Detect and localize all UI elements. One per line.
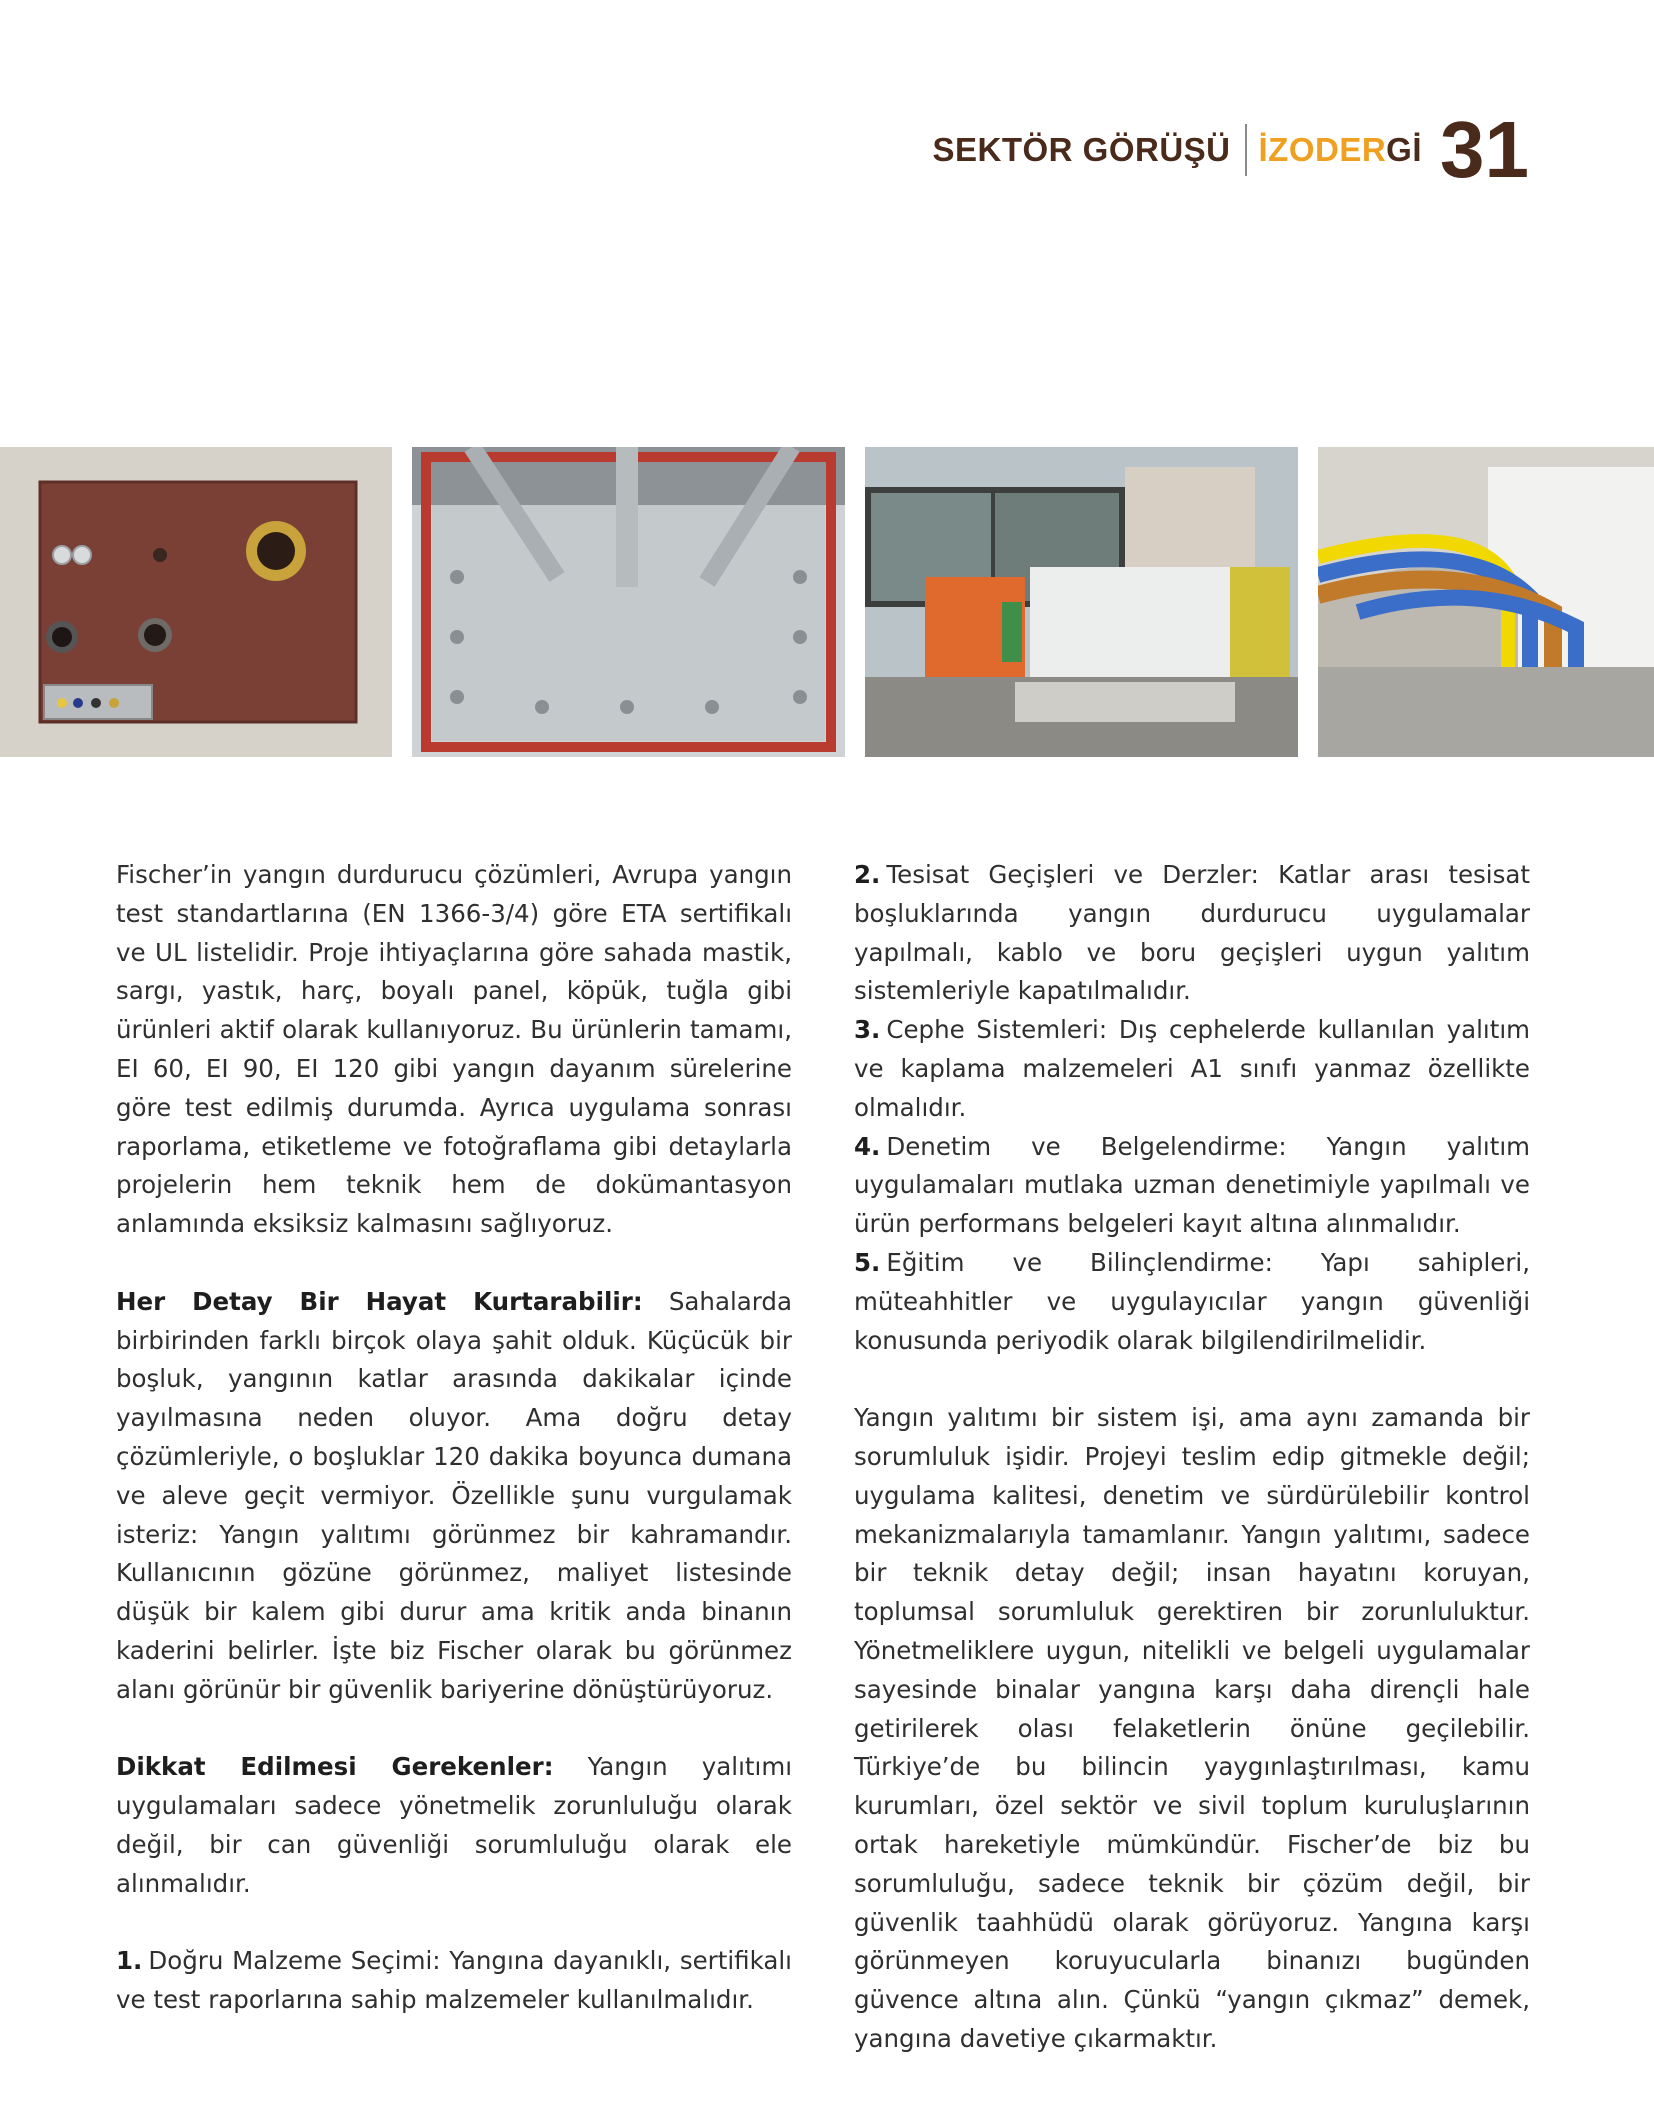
photo-penetration-seal-panel xyxy=(0,447,392,757)
conclusion-paragraph: Yangın yalıtımı bir sistem işi, ama aynı zamanda bir sorumluluk işidir. Projeyi teslim edip gitmekle değil; uygulama kalitesi, denetim ve sürdürülebilir kontrol mekanizmalarıyla tamamlanır. Yangın yalıtımı, sadece bir teknik detay değil; insan hayatını koruyan, toplumsal sorumluluk gerektiren bir zorunluluktur. Yönetmeliklere uygun, nitelikli ve belgeli uygulamalar sayesinde binalar yangına karşı daha dirençli hale getirilerek olası felaketlerin önüne geçilebilir. Türkiye’de bu bilincin yaygınlaştırılması, kamu kurumları, özel sektör ve sivil toplum kuruluşlarının ortak hareketiyle mümkündür. Fischer’de biz bu sorumluluğu, sadece teknik bir çözüm değil, bir güvenlik taahhüdü olarak görüyoruz. Yangına karşı görünmeyen koruyucularla binanızı bugünden güvence altına alın. Çünkü “yangın çıkmaz” demek, yangına davetiye çıkarmaktır. xyxy=(854,1403,1530,2053)
photo-strip xyxy=(0,447,1654,757)
photo-building-cutaway xyxy=(865,447,1298,757)
list-item-number: 2. xyxy=(854,860,881,889)
magazine-logo-suffix: Gİ xyxy=(1386,131,1423,168)
list-item xyxy=(854,856,1530,1011)
page-header xyxy=(932,105,1529,194)
right-column xyxy=(854,856,1530,2059)
header-divider xyxy=(1245,124,1247,176)
photo-cable-tray xyxy=(1318,447,1654,757)
section-detay-paragraph xyxy=(116,1283,792,1710)
list-item-text: Denetim ve Belgelendirme: Yangın yalıtım uygulamaları mutlaka uzman denetimiyle yapılmalı ve ürün performans belgeleri kayıt altına alınmalıdır. xyxy=(854,1131,1530,1239)
magazine-logo xyxy=(1259,131,1423,169)
magazine-logo-prefix: İZODER xyxy=(1258,131,1387,168)
list-item-text: Cephe Sistemleri: Dış cephelerde kullanılan yalıtım ve kaplama malzemeleri A1 sınıfı yanmaz özellikte olmalıdır. xyxy=(854,1015,1530,1122)
list-item xyxy=(116,1942,792,2020)
list-item-number: 1. xyxy=(116,1946,143,1976)
photo-perforated-metal-panel xyxy=(412,447,845,757)
section-dikkat-text: Yangın yalıtımı uygulamaları sadece yönetmelik zorunluluğu olarak değil, bir can güvenliği sorumluluğu olarak ele alınmalıdır. xyxy=(116,1752,792,1898)
section-detay-heading: Her Detay Bir Hayat Kurtarabilir: xyxy=(116,1286,643,1316)
list-item-text: Tesisat Geçişleri ve Derzler: Katlar arası tesisat boşluklarında yangın durdurucu uygulamalar yapılmalı, kablo ve boru geçişleri uygun yalıtım sistemleriyle kapatılmalıdır. xyxy=(854,860,1530,1006)
section-detay-text: Sahalarda birbirinden farklı birçok olaya şahit olduk. Küçücük bir boşluk, yangının katlar arasında dakikalar içinde yayılmasına neden oluyor. Ama doğru detay çözümleriyle, o boşluklar 120 dakika boyunca dumana ve aleve geçit vermiyor. Özellikle şunu vurgulamak isteriz: Yangın yalıtımı görünmez bir kahramandır. Kullanıcının gözüne görünmez, maliyet listesinde düşük bir kalem gibi durur ama kritik anda binanın kaderini belirler. İşte biz Fischer olarak bu görünmez alanı görünür bir güvenlik bariyerine dönüştürüyoruz. xyxy=(116,1286,792,1704)
list-item-number: 5. xyxy=(854,1247,881,1277)
section-dikkat-heading: Dikkat Edilmesi Gerekenler: xyxy=(116,1752,554,1782)
intro-paragraph: Fischer’in yangın durdurucu çözümleri, Avrupa yangın test standartlarına (EN 1366-3/4) göre ETA sertifikalı ve UL listelidir. Proje ihtiyaçlarına göre sahada mastik, sargı, yastık, harç, boyalı panel, köpük, tuğla gibi ürünleri aktif olarak kullanıyoruz. Bu ürünlerin tamamı, EI 60, EI 90, EI 120 gibi yangın dayanım sürelerine göre test edilmiş durumda. Ayrıca uygulama sonrası raporlama, etiketleme ve fotoğraflama gibi detaylarla projelerin hem teknik hem de dokümantasyon anlamında eksiksiz kalmasını sağlıyoruz. xyxy=(116,860,792,1239)
section-title: SEKTÖR GÖRÜŞÜ xyxy=(932,131,1231,168)
page-number: 31 xyxy=(1440,105,1529,194)
section-dikkat-paragraph xyxy=(116,1748,792,1903)
list-item-number: 4. xyxy=(854,1131,881,1161)
list-item xyxy=(854,1011,1530,1127)
list-item-number: 3. xyxy=(854,1015,881,1045)
left-column xyxy=(116,856,792,2020)
list-item-text: Doğru Malzeme Seçimi: Yangına dayanıklı, sertifikalı ve test raporlarına sahip malzemeler kullanılmalıdır. xyxy=(116,1946,792,2015)
list-item xyxy=(854,1244,1530,1360)
list-item xyxy=(854,1128,1530,1244)
list-item-text: Eğitim ve Bilinçlendirme: Yapı sahipleri, müteahhitler ve uygulayıcılar yangın güvenliği konusunda periyodik olarak bilgilendirilmelidir. xyxy=(854,1247,1530,1355)
